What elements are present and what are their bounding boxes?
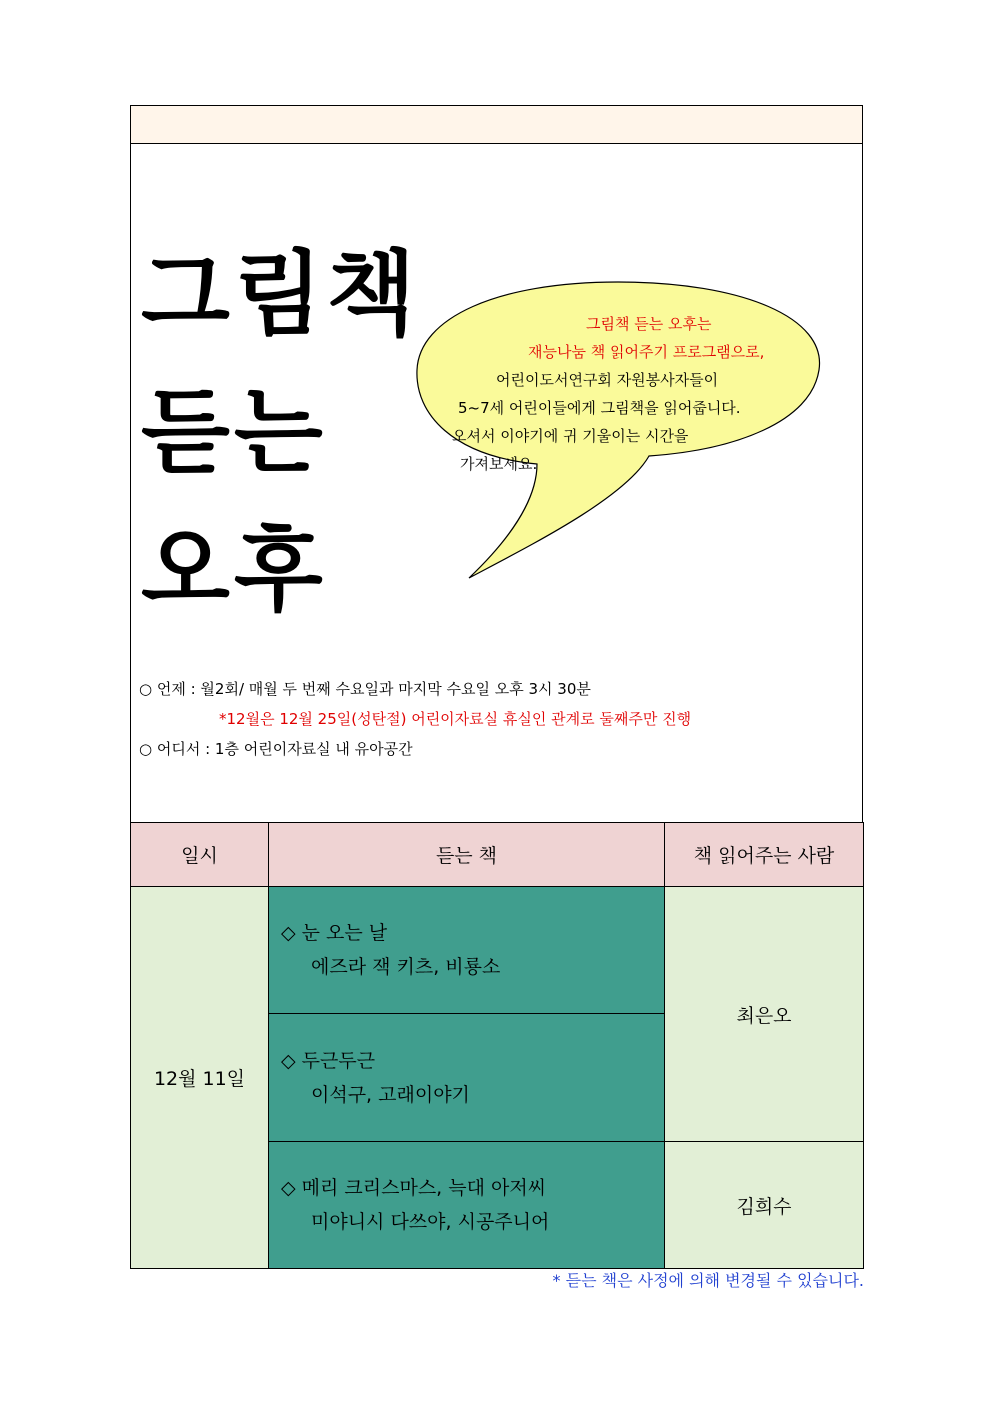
book-cell-1	[269, 887, 665, 1014]
book-author: 이석구, 고래이야기	[311, 1083, 470, 1106]
top-band	[131, 106, 862, 144]
title-line-3: 오후	[141, 517, 327, 624]
info-where: ○ 어디서 : 1층 어린이자료실 내 유아공간	[139, 740, 413, 758]
footnote: * 듣는 책은 사정에 의해 변경될 수 있습니다.	[552, 1271, 864, 1290]
table-header-row	[131, 823, 864, 887]
header-book: 듣는 책	[269, 823, 665, 887]
header-reader: 책 읽어주는 사람	[665, 823, 864, 887]
schedule-table	[130, 822, 864, 1269]
book-author: 에즈라 잭 키츠, 비룡소	[311, 956, 501, 978]
reader-cell-2: 김희수	[665, 1142, 864, 1269]
book-title: ◇ 메리 크리스마스, 늑대 아저씨	[281, 1177, 547, 1199]
book-cell-2	[269, 1014, 665, 1142]
date-cell: 12월 11일	[131, 887, 269, 1269]
bubble-text	[416, 310, 826, 478]
reader-cell-1: 최은오	[665, 887, 864, 1142]
info-note: *12월은 12월 25일(성탄절) 어린이자료실 휴실인 관계로 둘째주만 진행	[219, 710, 692, 728]
info-when: ○ 언제 : 월2회/ 매월 두 번째 수요일과 마지막 수요일 오후 3시 30분	[139, 680, 591, 698]
poster-frame	[130, 105, 863, 823]
book-title: ◇ 눈 오는 날	[281, 922, 388, 944]
header-date: 일시	[131, 823, 269, 887]
bubble-line-1: 그림책 듣는 오후는	[586, 315, 712, 333]
bubble-line-2: 재능나눔 책 읽어주기 프로그램으로,	[528, 343, 765, 361]
table-row	[131, 887, 864, 1014]
book-cell-3	[269, 1142, 665, 1269]
bubble-line-4: 5~7세 어린이들에게 그림책을 읽어줍니다.	[458, 399, 741, 417]
book-title: ◇ 두근두근	[281, 1049, 376, 1072]
title-line-2: 듣는	[141, 379, 327, 486]
page-title	[141, 226, 420, 640]
book-author: 미야니시 다쓰야, 시공주니어	[311, 1211, 550, 1233]
title-line-1: 그림책	[141, 241, 420, 348]
program-info	[139, 674, 691, 764]
bubble-line-3: 어린이도서연구회 자원봉사자들이	[496, 371, 719, 389]
bubble-line-6: 가져보세요.	[460, 455, 538, 473]
bubble-line-5: 오셔서 이야기에 귀 기울이는 시간을	[452, 427, 689, 445]
